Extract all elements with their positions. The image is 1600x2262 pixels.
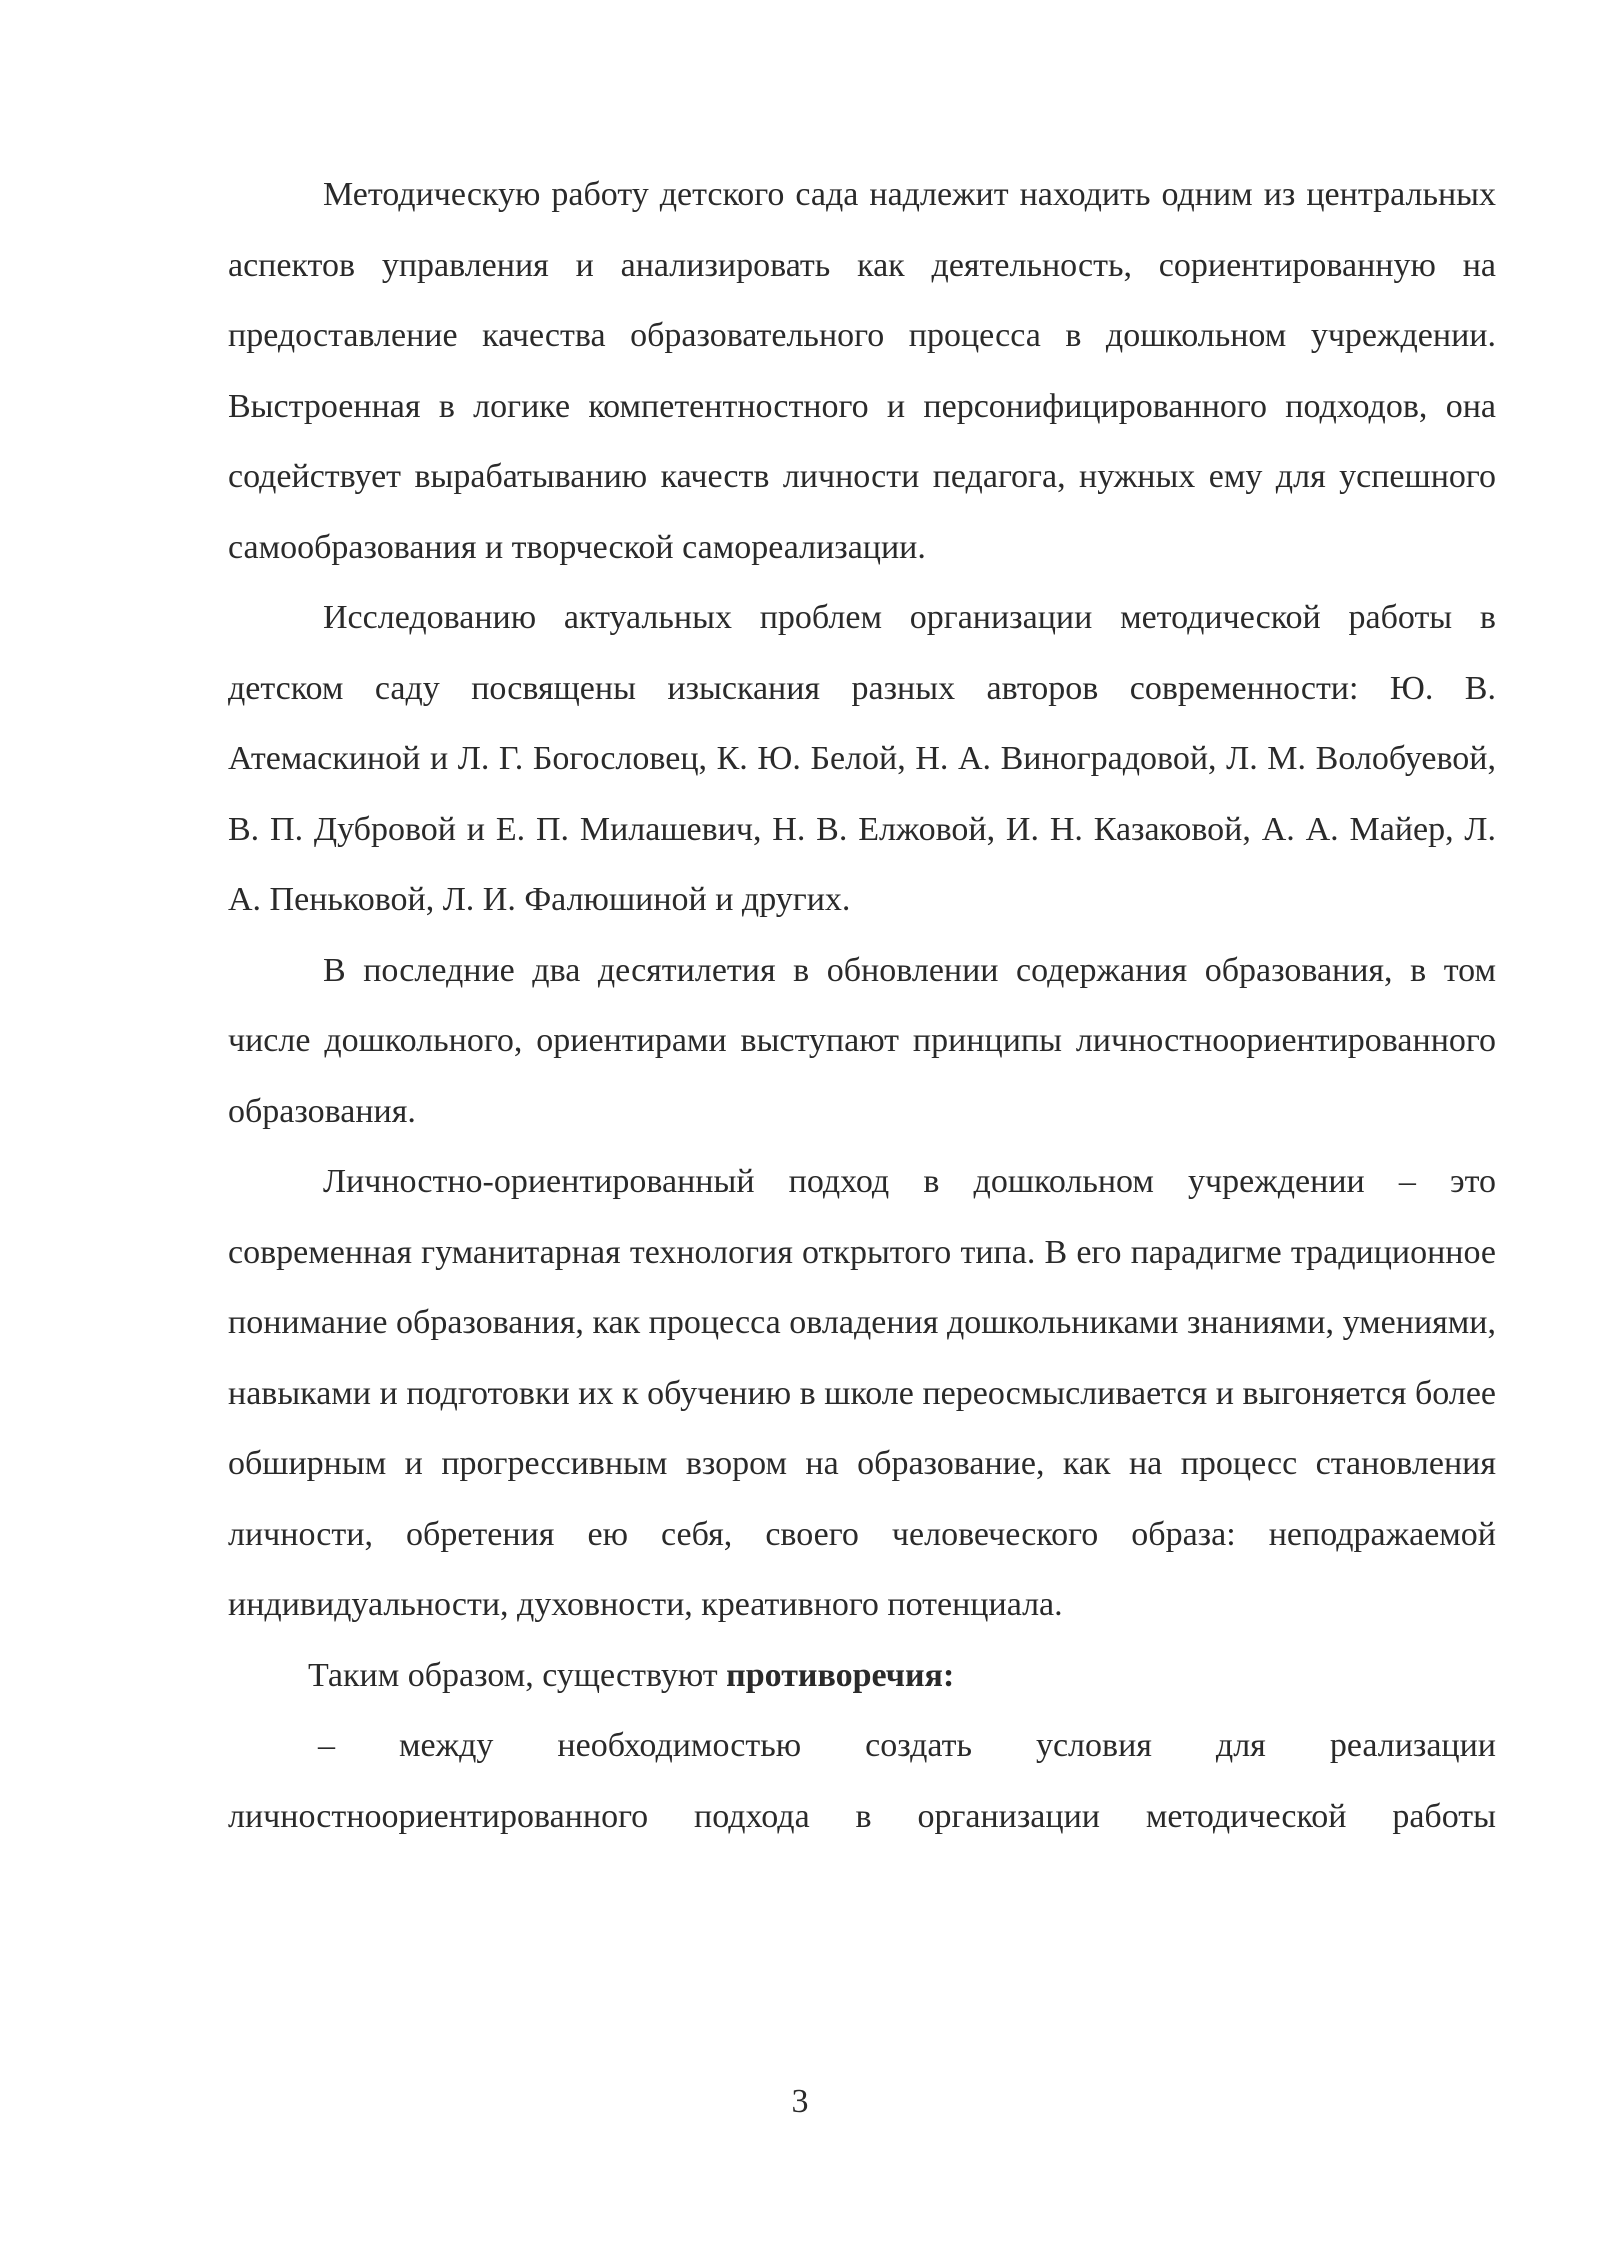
paragraph-contradictions-intro [228, 1641, 1496, 1712]
document-body [228, 160, 1496, 1852]
contradiction-item: – между необходимостью создать условия для реализации личностноориентированного подхода в организации методической работы [228, 1727, 1496, 1835]
contradictions-intro-text: Таким образом, существуют [308, 1656, 727, 1694]
paragraph-methodical-work: Методическую работу детского сада надлежит находить одним из центральных аспектов управления и анализировать как деятельность, сориентированную на предоставление качества образовательного процесса в дошкольном учреждении. Выстроенная в логике компетентностного и персонифицированного подходов, она содействует вырабатыванию качеств личности педагога, нужных ему для успешного самообразования и творческой самореализации. [228, 176, 1496, 566]
page-number: 3 [791, 2083, 809, 2120]
paragraph-personal-approach: Личностно-ориентированный подход в дошкольном учреждении – это современная гуманитарная технология открытого типа. В его парадигме традиционное понимание образования, как процесса овладения дошкольниками знаниями, умениями, навыками и подготовки их к обучению в школе переосмысливается и выгоняется более обширным и прогрессивным взором на образование, как на процесс становления личности, обретения ею себя, своего человеческого образа: неподражаемой индивидуальности, духовности, креативного потенциала. [228, 1163, 1496, 1623]
contradictions-label: противоречия: [726, 1656, 955, 1694]
paragraph-last-decades: В последние два десятилетия в обновлении содержания образования, в том числе дошкольного, ориентирами выступают принципы личностноориентированного образования. [228, 951, 1496, 1130]
paragraph-research-authors: Исследованию актуальных проблем организации методической работы в детском саду посвящены изыскания разных авторов современности: Ю. В. Атемаскиной и Л. Г. Богословец, К. Ю. Белой, Н. А. Виноградовой, Л. М. Волобуевой, В. П. Дубровой и Е. П. Милашевич, Н. В. Елжовой, И. Н. Казаковой, А. А. Майер, Л. А. Пеньковой, Л. И. Фалюшиной и других. [228, 599, 1496, 918]
